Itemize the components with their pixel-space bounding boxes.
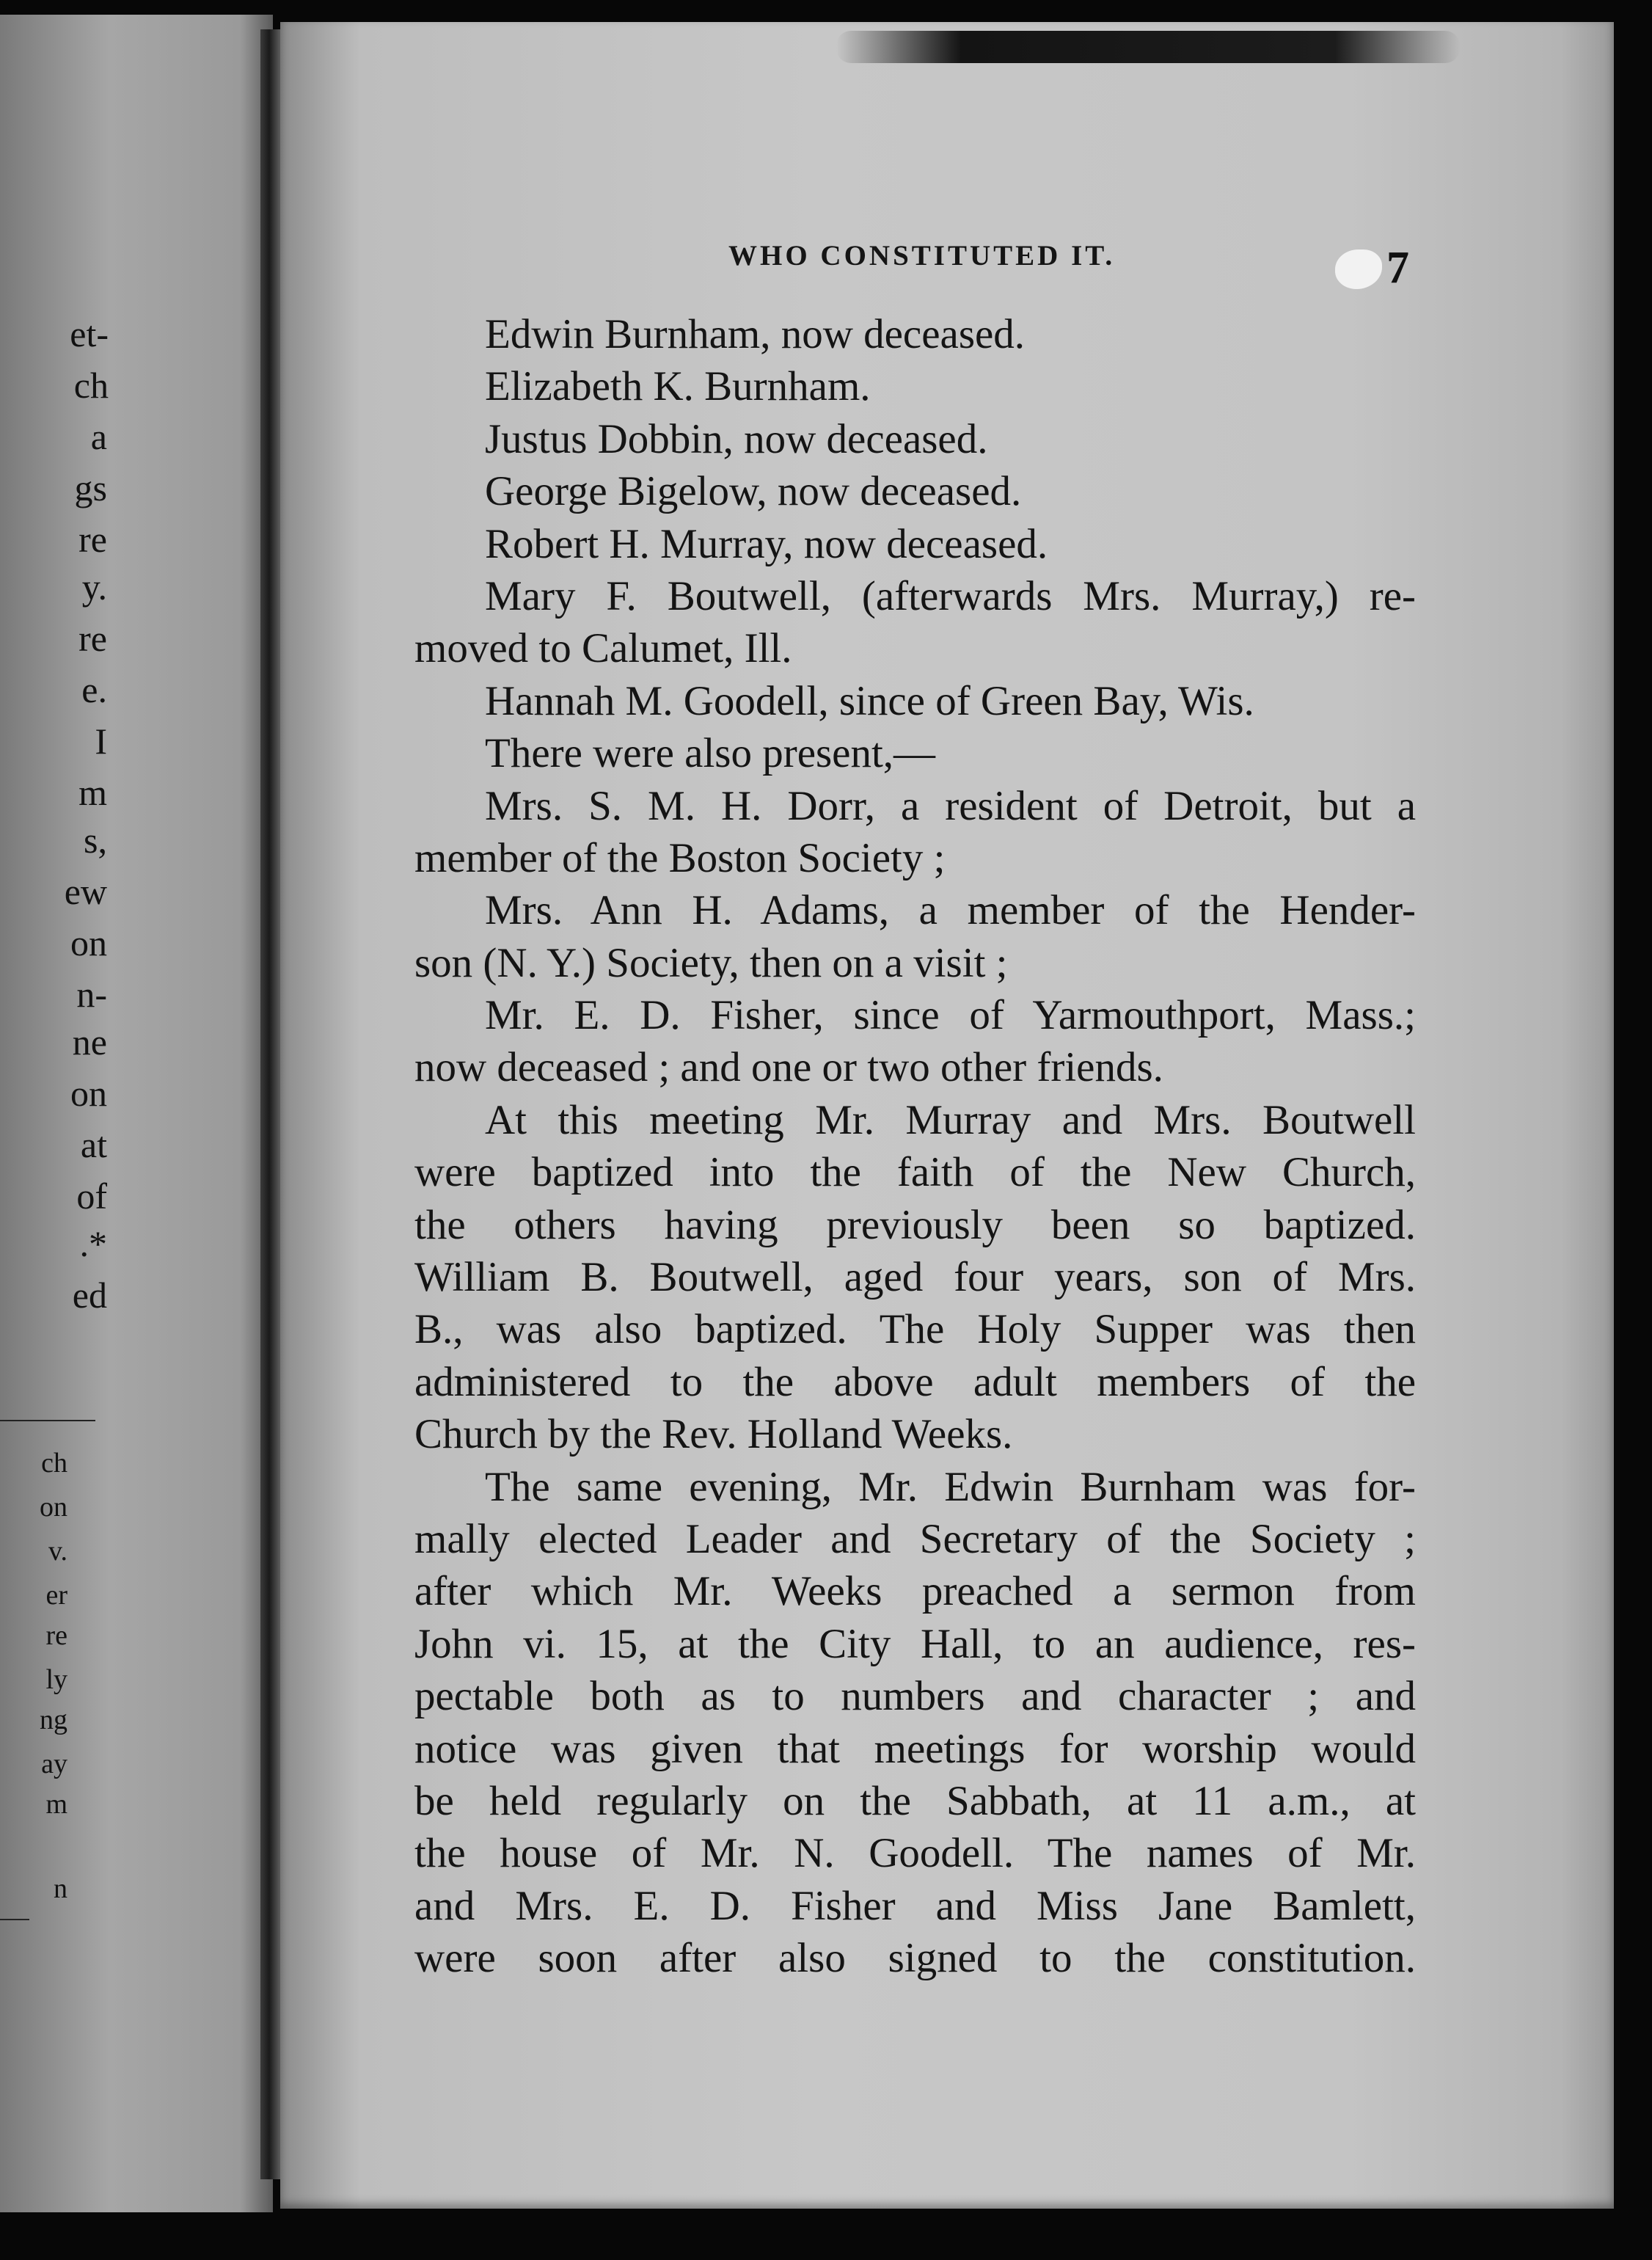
text-line: Mary F. Boutwell, (afterwards Mrs. Murray,) re- xyxy=(485,572,1416,619)
text-line: the house of Mr. N. Goodell. The names of Mr. xyxy=(414,1830,1416,1877)
facing-page-fragment: .* xyxy=(79,1223,107,1264)
facing-page-fragment: ch xyxy=(73,365,109,406)
facing-page-fragment: re xyxy=(78,618,107,659)
facing-page-footnote-fragment: ch xyxy=(41,1448,67,1479)
text-line: and Mrs. E. D. Fisher and Miss Jane Bamlett, xyxy=(414,1882,1416,1929)
text-line: The same evening, Mr. Edwin Burnham was for- xyxy=(485,1463,1416,1510)
facing-page-fragment: ed xyxy=(72,1275,107,1316)
facing-page-fragment: ne xyxy=(72,1021,107,1062)
facing-page-footnote-fragment: re xyxy=(45,1620,67,1651)
facing-page-fragment: re xyxy=(78,519,107,560)
facing-page-fragment: n- xyxy=(76,974,107,1015)
text-line: after which Mr. Weeks preached a sermon from xyxy=(414,1568,1416,1615)
text-line: pectable both as to numbers and character ; and xyxy=(414,1673,1416,1720)
text-line: Robert H. Murray, now deceased. xyxy=(485,520,1048,567)
text-line: the others having previously been so baptized. xyxy=(414,1201,1416,1248)
text-line: Mrs. S. M. H. Dorr, a resident of Detroit, but a xyxy=(485,782,1416,829)
text-line: Mr. E. D. Fisher, since of Yarmouthport, Mass.; xyxy=(485,992,1416,1039)
footnote-rule xyxy=(0,1919,29,1920)
text-line: son (N. Y.) Society, then on a visit ; xyxy=(414,939,1008,986)
text-line: moved to Calumet, Ill. xyxy=(414,625,792,672)
facing-page-fragment: at xyxy=(80,1124,107,1165)
text-line: John vi. 15, at the City Hall, to an audience, res- xyxy=(414,1620,1416,1667)
facing-page-fragment: et- xyxy=(70,313,109,354)
book-gutter xyxy=(260,29,282,2179)
facing-page-fragment: e. xyxy=(81,669,107,710)
facing-page-fragment: m xyxy=(78,772,107,813)
text-line: were baptized into the faith of the New Church, xyxy=(414,1149,1416,1196)
scan-edge-smudge xyxy=(836,31,1460,63)
facing-page-fragment: gs xyxy=(74,467,107,508)
facing-page-footnote-fragment: m xyxy=(45,1789,67,1820)
facing-page-fragment: of xyxy=(76,1175,107,1217)
facing-page-footnote-fragment: ly xyxy=(45,1664,67,1695)
text-line: mally elected Leader and Secretary of the Society ; xyxy=(414,1515,1416,1562)
facing-page-footnote-fragment: ay xyxy=(41,1749,67,1779)
footnote-rule xyxy=(0,1420,95,1421)
text-line: George Bigelow, now deceased. xyxy=(485,468,1022,515)
running-title: WHO CONSTITUTED IT. xyxy=(728,240,1116,271)
facing-page-left xyxy=(0,15,273,2212)
text-line: Edwin Burnham, now deceased. xyxy=(485,311,1026,357)
text-line: At this meeting Mr. Murray and Mrs. Boutwell xyxy=(485,1096,1416,1143)
text-line: now deceased ; and one or two other friends. xyxy=(414,1044,1163,1091)
facing-page-fragment: y. xyxy=(81,566,107,608)
text-line: member of the Boston Society ; xyxy=(414,834,946,881)
text-line: Church by the Rev. Holland Weeks. xyxy=(414,1411,1013,1458)
text-line: B., was also baptized. The Holy Supper was then xyxy=(414,1306,1416,1353)
text-line: notice was given that meetings for worship would xyxy=(414,1725,1416,1772)
text-line: William B. Boutwell, aged four years, son of Mrs. xyxy=(414,1254,1416,1301)
facing-page-fragment: a xyxy=(90,416,107,457)
facing-page-fragment: on xyxy=(70,1073,107,1114)
text-line: be held regularly on the Sabbath, at 11 a.m., at xyxy=(414,1777,1416,1824)
facing-page-footnote-fragment: n xyxy=(54,1873,67,1904)
facing-page-footnote-fragment: v. xyxy=(48,1536,67,1567)
facing-page-footnote-fragment: on xyxy=(40,1492,67,1523)
text-line: There were also present,— xyxy=(485,730,936,777)
facing-page-fragment: I xyxy=(95,721,107,762)
text-line: Hannah M. Goodell, since of Green Bay, Wis. xyxy=(485,677,1254,724)
page-number: 7 xyxy=(1386,243,1409,293)
facing-page-fragment: ew xyxy=(64,871,107,912)
text-line: were soon after also signed to the constitution. xyxy=(414,1935,1416,1982)
text-line: Elizabeth K. Burnham. xyxy=(485,363,871,410)
text-line: Mrs. Ann H. Adams, a member of the Hender- xyxy=(485,887,1416,934)
text-line: administered to the above adult members of the xyxy=(414,1358,1416,1405)
facing-page-footnote-fragment: er xyxy=(45,1580,67,1611)
facing-page-fragment: s, xyxy=(84,820,107,861)
page-body-text xyxy=(414,308,1416,1985)
text-line: Justus Dobbin, now deceased. xyxy=(485,415,988,462)
facing-page-fragment: on xyxy=(70,922,107,963)
facing-page-footnote-fragment: ng xyxy=(40,1705,67,1735)
